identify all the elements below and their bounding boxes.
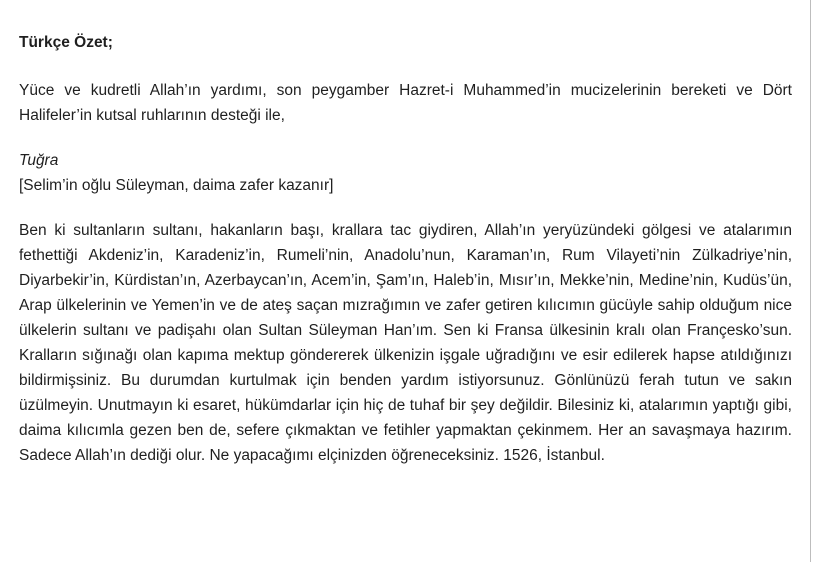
invocation-paragraph: Yüce ve kudretli Allah’ın yardımı, son peygamber Hazret-i Muhammed’in mucizelerinin bereketi ve Dört Halifeler’in kutsal ruhlarının desteği ile, [19,82,792,124]
document-body [19,33,792,468]
letter-body-paragraph: Ben ki sultanların sultanı, hakanların başı, krallara tac giydiren, Allah’ın yeryüzündeki gölgesi ve atalarımın fethettiği Akdeniz’in, Karadeniz’in, Rumeli’nin, Anadolu’nun, Karaman’ın, Rum Vilayeti’nin Zülkadriye’nin, Diyarbekir’in, Kürdistan’ın, Azerbaycan’ın, Acem’in, Şam’ın, Haleb’in, Mısır’ın, Mekke’nin, Medine’nin, Kudüs’ün, Arap ülkelerinin ve Yemen’in ve de ateş saçan mızrağımın ve zafer getiren kılıcımın gücüyle sahip olduğum nice ülkelerin sultanı ve padişahı olan Sultan Süleyman Han’ım. Sen ki Fransa ülkesinin kralı olan Françesko’sun. Kralların sığınağı olan kapıma mektup göndererek ülkenizin işgale uğradığını ve esir edilerek hapse atıldığınızı bildirmişsiniz. Bu durumdan kurtulmak için benden yardım istiyorsunuz. Gönlünüzü ferah tutun ve sakın üzülmeyin. Unutmayın ki esaret, hükümdarlar için hiç de tuhaf bir şey değildir. Bilesiniz ki, atalarımın yaptığı gibi, daima kılıcımla gezen ben de, sefere çıkmaktan ve fetihler yapmaktan çekinmem. Her an savaşmaya hazırım. Sadece Allah’ın dediği olur. Ne yapacağımı elçinizden öğreneceksiniz. 1526, İstanbul. [19,222,792,464]
section-heading: Türkçe Özet; [19,34,113,51]
tugra-label: Tuğra [19,152,59,169]
tugra-text: [Selim’in oğlu Süleyman, daima zafer kazanır] [19,177,334,194]
